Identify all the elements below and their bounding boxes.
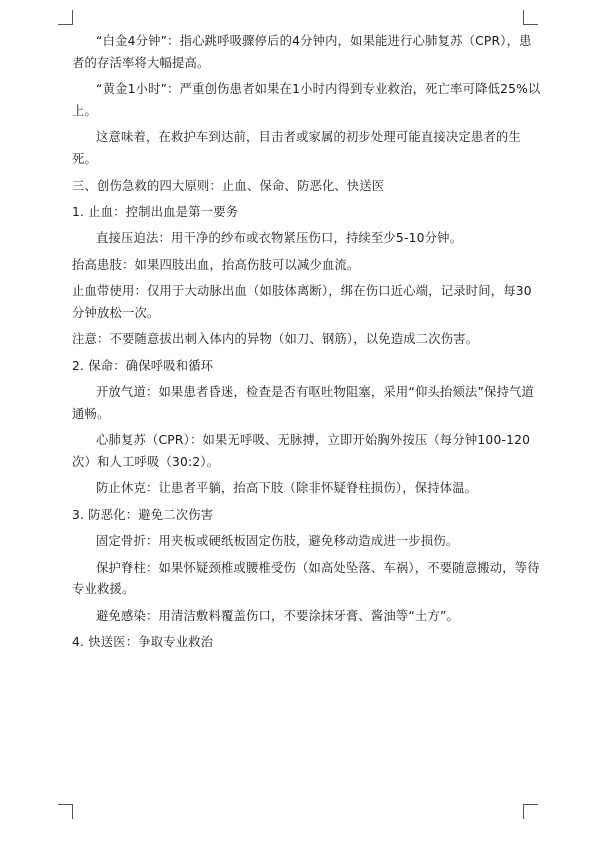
paragraph-prevent-shock: 防止休克：让患者平躺，抬高下肢（除非怀疑脊柱损伤），保持体温。 (96, 481, 478, 496)
document-body (72, 31, 542, 659)
subheading-save-life: 2. 保命：确保呼吸和循环 (72, 358, 214, 373)
paragraph-fix-fracture: 固定骨折：用夹板或硬纸板固定伤肢，避免移动造成进一步损伤。 (96, 534, 459, 549)
crop-mark-bottom-left (58, 804, 73, 819)
paragraph-protect-spine: 保护脊柱：如果怀疑颈椎或腰椎受伤（如高处坠落、车祸），不要随意搬动，等待专业救援。 (72, 560, 540, 597)
paragraph-elevate-limb: 抬高患肢：如果四肢出血，抬高伤肢可以减少血流。 (72, 257, 360, 272)
paragraph-foreign-object-note: 注意：不要随意拔出刺入体内的异物（如刀、钢筋），以免造成二次伤害。 (72, 332, 479, 347)
paragraph-open-airway: 开放气道：如果患者昏迷，检查是否有呕吐物阻塞，采用“仰头抬颏法”保持气道通畅。 (72, 385, 535, 421)
paragraph-platinum-4-minutes: “白金4分钟”：指心跳呼吸骤停后的4分钟内，如果能进行心肺复苏（CPR），患者的存活率将大幅提高。 (72, 34, 532, 70)
subheading-send-to-hospital: 4. 快送医：争取专业救治 (72, 635, 214, 650)
section-heading-principles: 三、创伤急救的四大原则：止血、保命、防恶化、快送医 (72, 178, 385, 193)
paragraph-avoid-infection: 避免感染：用清洁敷料覆盖伤口，不要涂抹牙膏、酱油等“土方”。 (96, 608, 460, 623)
crop-mark-top-right (523, 10, 538, 25)
subheading-stop-bleeding: 1. 止血：控制出血是第一要务 (72, 204, 239, 219)
crop-mark-bottom-right (523, 804, 538, 819)
paragraph-direct-pressure: 直接压迫法：用干净的纱布或衣物紧压伤口，持续至少5-10分钟。 (96, 231, 463, 246)
crop-mark-top-left (58, 10, 73, 25)
paragraph-meaning: 这意味着，在救护车到达前，目击者或家属的初步处理可能直接决定患者的生死。 (72, 130, 521, 167)
paragraph-golden-1-hour: “黄金1小时”：严重创伤患者如果在1小时内得到专业救治，死亡率可降低25%以上。 (72, 82, 541, 118)
paragraph-tourniquet: 止血带使用：仅用于大动脉出血（如肢体离断），绑在伤口近心端，记录时间，每30分钟放松一次。 (72, 284, 532, 320)
subheading-prevent-worsening: 3. 防恶化：避免二次伤害 (72, 507, 214, 522)
paragraph-cpr: 心肺复苏（CPR）：如果无呼吸、无脉搏，立即开始胸外按压（每分钟100-120次）和人工呼吸（30:2）。 (72, 433, 531, 470)
